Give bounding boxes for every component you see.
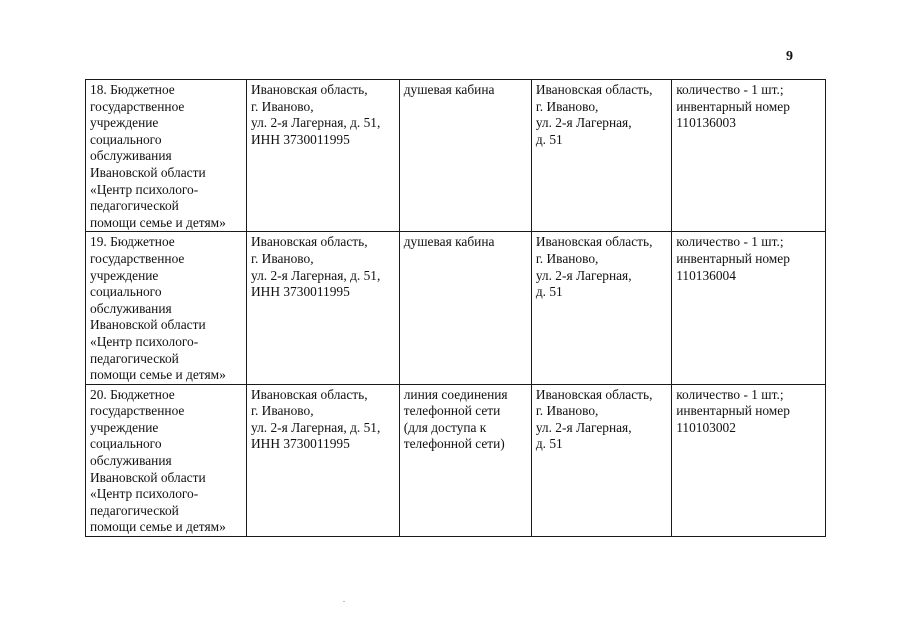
scan-speck <box>343 601 345 602</box>
institution-cell-line: социального <box>90 284 162 300</box>
institution-cell-line: помощи семье и детям» <box>90 367 226 383</box>
address-cell-line: ИНН 3730011995 <box>251 284 350 300</box>
institution-cell-line: социального <box>90 131 162 147</box>
item-cell-line: душевая кабина <box>403 82 495 97</box>
institution-cell-line: Ивановской области <box>90 469 206 485</box>
location-cell-line: г. Иваново, <box>535 250 599 266</box>
location-cell-line: Ивановская область, <box>535 386 653 402</box>
address-cell-line: ИНН 3730011995 <box>251 131 350 147</box>
details-cell <box>672 384 826 536</box>
location-cell <box>531 232 671 384</box>
table-row <box>86 232 826 384</box>
location-cell-line: ул. 2-я Лагерная, <box>535 419 632 435</box>
location-cell-line: д. 51 <box>535 436 563 452</box>
item-cell-line: телефонной сети <box>403 403 501 419</box>
location-cell-line: г. Иваново, <box>535 403 599 419</box>
location-cell-line: Ивановская область, <box>535 234 653 250</box>
institution-cell-line: 19. Бюджетное <box>90 234 175 250</box>
institution-cell-line: педагогической <box>90 198 179 214</box>
institution-cell-line: 18. Бюджетное <box>90 82 175 97</box>
location-cell <box>531 80 671 232</box>
institution-cell <box>86 232 247 384</box>
page-number: 9 <box>786 49 793 64</box>
details-cell-line: 110103002 <box>676 419 736 435</box>
institution-cell-line: помощи семье и детям» <box>90 214 226 230</box>
details-cell <box>672 80 826 232</box>
address-cell-line: ул. 2-я Лагерная, д. 51, <box>251 419 381 435</box>
location-cell <box>531 384 671 536</box>
institution-cell-line: «Центр психолого- <box>90 486 199 502</box>
address-cell <box>247 384 400 536</box>
details-cell-line: количество - 1 шт.; <box>676 82 784 97</box>
institution-cell-line: обслуживания <box>90 300 172 316</box>
institution-cell-line: учреждение <box>90 115 159 131</box>
details-cell-line: количество - 1 шт.; <box>676 234 784 250</box>
address-cell-line: г. Иваново, <box>251 98 314 114</box>
institution-cell-line: «Центр психолого- <box>90 181 199 197</box>
details-cell-line: инвентарный номер <box>676 403 790 419</box>
institution-cell <box>86 80 247 232</box>
table-row <box>86 80 826 232</box>
address-cell-line: ИНН 3730011995 <box>251 436 350 452</box>
item-cell-line: линия соединения <box>403 386 508 402</box>
location-cell-line: г. Иваново, <box>535 98 599 114</box>
address-cell-line: Ивановская область, <box>251 82 368 97</box>
item-cell <box>399 384 531 536</box>
institution-cell-line: государственное <box>90 250 185 266</box>
institution-cell-line: 20. Бюджетное <box>90 386 175 402</box>
institution-cell-line: Ивановской области <box>90 317 206 333</box>
location-cell-line: Ивановская область, <box>535 82 653 97</box>
institution-cell-line: государственное <box>90 403 185 419</box>
address-cell-line: г. Иваново, <box>251 250 314 266</box>
details-cell-line: инвентарный номер <box>676 250 790 266</box>
table-row <box>86 384 826 536</box>
institution-cell-line: педагогической <box>90 502 179 518</box>
institution-cell-line: «Центр психолого- <box>90 333 199 349</box>
details-cell-line: 110136004 <box>676 267 736 283</box>
address-cell-line: Ивановская область, <box>251 234 368 250</box>
institution-cell-line: обслуживания <box>90 453 172 469</box>
institution-cell <box>86 384 247 536</box>
details-cell <box>672 232 826 384</box>
details-cell-line: инвентарный номер <box>676 98 790 114</box>
item-cell-line: (для доступа к <box>403 419 487 435</box>
item-cell-line: душевая кабина <box>403 234 495 250</box>
address-cell-line: ул. 2-я Лагерная, д. 51, <box>251 267 381 283</box>
institution-cell-line: помощи семье и детям» <box>90 519 226 535</box>
item-cell <box>399 232 531 384</box>
address-cell <box>247 80 400 232</box>
institution-cell-line: учреждение <box>90 419 159 435</box>
details-cell-line: количество - 1 шт.; <box>676 386 784 402</box>
address-cell <box>247 232 400 384</box>
institution-cell-line: социального <box>90 436 162 452</box>
item-cell-line: телефонной сети) <box>403 436 505 452</box>
item-cell <box>399 80 531 232</box>
address-cell-line: г. Иваново, <box>251 403 314 419</box>
property-table <box>85 79 826 537</box>
location-cell-line: д. 51 <box>535 131 563 147</box>
address-cell-line: ул. 2-я Лагерная, д. 51, <box>251 115 381 131</box>
institution-cell-line: государственное <box>90 98 185 114</box>
institution-cell-line: Ивановской области <box>90 164 206 180</box>
location-cell-line: ул. 2-я Лагерная, <box>535 267 632 283</box>
location-cell-line: ул. 2-я Лагерная, <box>535 115 632 131</box>
address-cell-line: Ивановская область, <box>251 386 368 402</box>
location-cell-line: д. 51 <box>535 284 563 300</box>
details-cell-line: 110136003 <box>676 115 736 131</box>
institution-cell-line: педагогической <box>90 350 179 366</box>
institution-cell-line: обслуживания <box>90 148 172 164</box>
institution-cell-line: учреждение <box>90 267 159 283</box>
